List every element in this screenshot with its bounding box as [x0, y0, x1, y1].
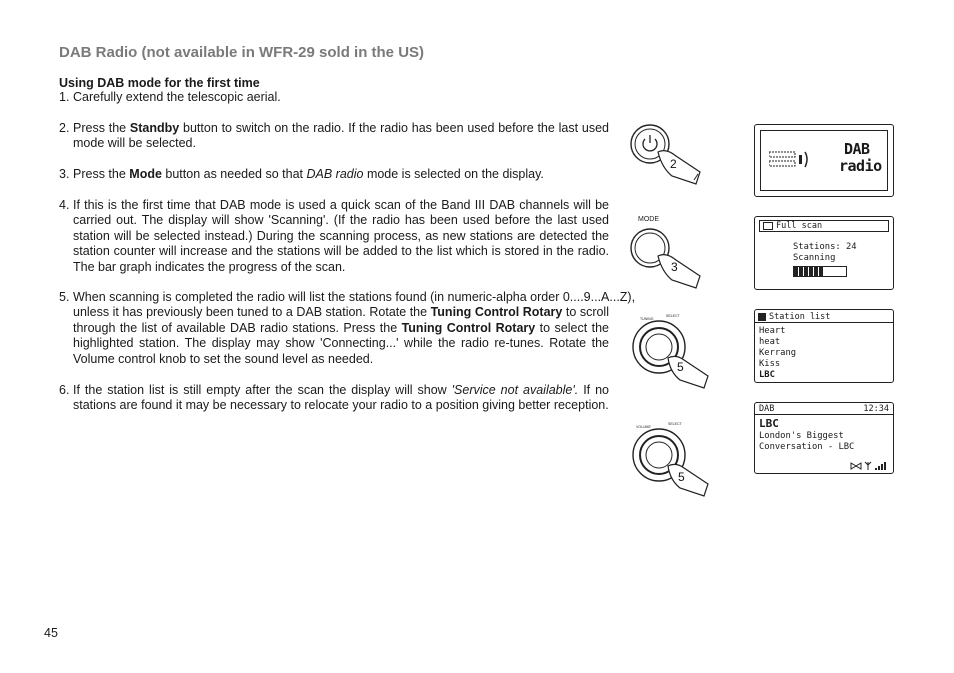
- select-label: SELECT: [666, 314, 680, 318]
- step-label: 3: [671, 260, 678, 274]
- step-label: 5: [678, 470, 685, 484]
- step-text: [73, 383, 609, 414]
- stereo-icon: [851, 463, 861, 469]
- step-3: [59, 167, 609, 182]
- step-number: 4.: [59, 198, 70, 212]
- standby-knob-illustration: [628, 122, 708, 192]
- mode-label: MODE: [638, 216, 659, 223]
- step-text: [73, 167, 609, 182]
- step-text: If this is the first time that DAB mode is used a quick scan of the Band III DAB channels will be carried out. The display will show 'Scanning'. (If the radio has been used before the last used station will be selected instead.) During the scanning process, as new stations are detected the station counter will increase and the stations will be added to the list which is stored in the radio. The bar graph indicates the progress of the scan.: [73, 198, 609, 274]
- volume-knob-illustration: [628, 418, 718, 502]
- antenna-icon: [865, 462, 871, 470]
- header-label: Station list: [769, 312, 831, 322]
- text-run: If the station list is still empty after the scan the display will show: [73, 383, 452, 397]
- stations-count: Stations: 24: [793, 242, 857, 252]
- scan-status: Scanning: [793, 253, 836, 263]
- list-icon: [763, 222, 773, 230]
- list-item: heat: [759, 337, 781, 347]
- tuning-label: TUNING: [640, 317, 654, 321]
- lcd-screen-full-scan: [754, 216, 894, 290]
- list-item: Kiss: [759, 359, 781, 369]
- scan-progress-bar: [793, 266, 847, 277]
- lcd-header: [755, 404, 893, 415]
- step-number: 5.: [59, 290, 70, 304]
- step-number: 6.: [59, 383, 70, 397]
- text-run: button as needed so that: [161, 167, 307, 181]
- dab-signal-icon: [769, 149, 813, 171]
- italic-run: 'Service not available'.: [451, 383, 579, 397]
- list-item: Heart: [759, 326, 786, 336]
- step-1: [59, 90, 609, 105]
- text-run: Press the: [73, 121, 130, 135]
- hand-pointer-icon: [668, 356, 708, 388]
- step-label: 2: [670, 157, 677, 171]
- step-label: 5: [677, 360, 684, 374]
- text-run: Press the: [73, 167, 130, 181]
- text-run: to select the highlighted station. The display may show 'Connecting...' while the radio re-tunes. Rotate the Volume control knob to set the sound level as needed.: [73, 320, 610, 366]
- clock-time: 12:34: [863, 404, 889, 414]
- dls-text: Conversation - LBC: [759, 442, 855, 452]
- lcd-header: [755, 312, 893, 323]
- step-text: [73, 121, 609, 152]
- text-run: unless it has previously been tuned to a DAB station. Rotate the: [73, 305, 431, 320]
- tuning-rotary-illustration: [628, 308, 718, 392]
- text-run: to scroll through the list of available DAB radio stations. Press the: [73, 305, 609, 335]
- step-4: [59, 198, 609, 275]
- bold-run: Tuning Control Rotary: [401, 320, 536, 335]
- text-run: mode is selected on the display.: [363, 167, 544, 181]
- text-run: If no stations are found it may be necessary to relocate your radio to a position giving better reception.: [73, 383, 610, 413]
- italic-run: DAB radio: [306, 167, 364, 181]
- signal-strength-icon: [875, 462, 886, 470]
- dls-text: London's Biggest: [759, 431, 844, 441]
- step-6: [59, 383, 609, 414]
- scan-progress-fill: [794, 267, 823, 276]
- text-run: button to switch on the radio. If the radio has been used before the last used mode will be selected.: [73, 121, 609, 151]
- lcd-screen-station-list: [754, 309, 894, 383]
- page-title: DAB Radio (not available in WFR-29 sold in the US): [59, 44, 425, 61]
- status-icons: [850, 461, 890, 471]
- hand-pointer-icon: [658, 255, 700, 288]
- volume-label: VOLUME: [636, 425, 651, 429]
- list-item: Kerrang: [759, 348, 797, 358]
- step-5: [59, 290, 636, 367]
- bold-run: Tuning Control Rotary: [430, 305, 563, 320]
- page-number: 45: [44, 626, 58, 640]
- list-item-selected: LBC: [759, 370, 775, 380]
- step-number: 3.: [59, 167, 70, 181]
- text-run: When scanning is completed the radio will list the stations found (in numeric-alpha order 0....9...A...Z),: [73, 290, 636, 304]
- lcd-header: [759, 220, 889, 232]
- hand-pointer-icon: [668, 464, 708, 496]
- music-icon: [758, 313, 766, 321]
- section-heading: Using DAB mode for the first time: [59, 76, 260, 90]
- mode-knob-illustration: [628, 212, 708, 292]
- step-text: Carefully extend the telescopic aerial.: [73, 90, 281, 104]
- lcd-display-area: [760, 130, 888, 191]
- mode-text: radio: [839, 157, 882, 175]
- step-number: 2.: [59, 121, 70, 135]
- station-name: LBC: [759, 417, 779, 430]
- source-label: DAB: [759, 404, 775, 414]
- header-label: Full scan: [776, 221, 823, 231]
- step-2: [59, 121, 609, 152]
- bold-run: Mode: [129, 167, 162, 181]
- step-number: 1.: [59, 90, 70, 104]
- bold-run: Standby: [129, 121, 180, 135]
- lcd-screen-now-playing: [754, 402, 894, 474]
- mode-text: DAB: [844, 140, 870, 158]
- station-list: [755, 326, 893, 381]
- hand-pointer-icon: [658, 151, 700, 184]
- select-label: SELECT: [668, 422, 682, 426]
- step-text: [73, 290, 636, 367]
- lcd-screen-dab-mode: [754, 124, 894, 197]
